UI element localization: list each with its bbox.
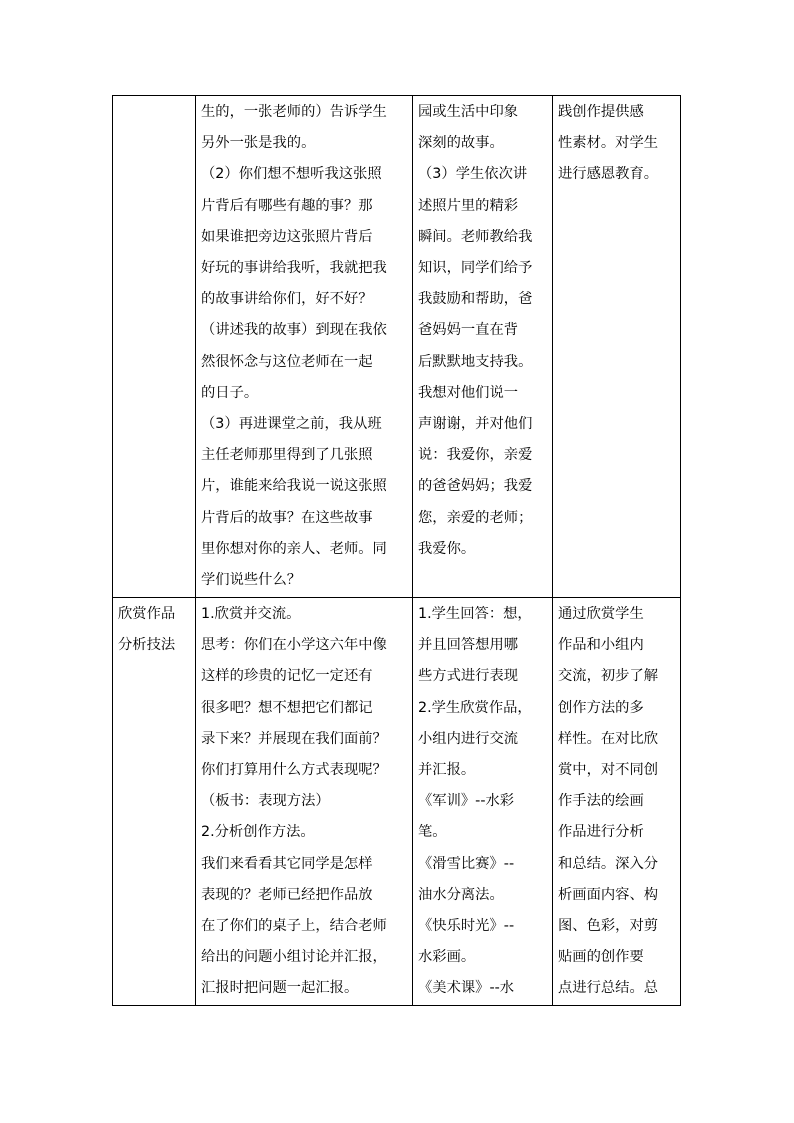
table-row — [113, 96, 681, 598]
text-line: 践创作提供感 — [558, 104, 644, 120]
text-line: 述照片里的精彩 — [418, 197, 519, 214]
text-line: 里你想对你的亲人、老师。同 — [201, 540, 387, 557]
text-line: 《美术课》--水 — [418, 980, 515, 997]
text-line: 给出的问题小组讨论并汇报， — [201, 949, 387, 966]
text-line: 《快乐时光》-- — [418, 918, 515, 935]
text-line: 声谢谢，并对他们 — [418, 416, 533, 433]
text-line: 赏中，对不同创 — [558, 762, 659, 779]
text-line: 些方式进行表现 — [418, 668, 519, 685]
text-line: 表现的？老师已经把作品放 — [201, 886, 373, 903]
text-line: 通过欣赏学生 — [558, 606, 644, 622]
text-line: 油水分离法。 — [418, 886, 504, 903]
text-line: 这样的珍贵的记忆一定还有 — [201, 668, 373, 685]
text-line: 如果谁把旁边这张照片背后 — [201, 228, 373, 245]
design-intent-cell — [553, 598, 681, 1006]
stage-cell — [113, 598, 196, 1006]
text-line: 片背后有哪些有趣的事？那 — [201, 197, 373, 214]
text-line: （讲述我的故事）到现在我依 — [201, 322, 387, 339]
text-line: 贴画的创作要 — [558, 949, 644, 966]
student-activity-cell — [413, 598, 553, 1006]
text-line: （3）学生依次讲 — [418, 166, 528, 183]
text-line: 很多吧？想不想把它们都记 — [201, 699, 373, 716]
text-line: 学们说些什么？ — [201, 572, 302, 589]
text-line: 交流，初步了解 — [558, 668, 659, 685]
text-line: 在了你们的桌子上，结合老师 — [201, 918, 387, 935]
stage-cell — [113, 96, 196, 598]
text-line: 后默默地支持我。 — [418, 353, 533, 370]
student-activity-cell — [413, 96, 553, 598]
text-line: 《军训》--水彩 — [418, 793, 515, 810]
text-line: 2.分析创作方法。 — [201, 824, 315, 841]
text-line: 然很怀念与这位老师在一起 — [201, 353, 373, 370]
text-line: 知识，同学们给予 — [418, 260, 533, 277]
text-line: 笔。 — [418, 824, 447, 841]
text-line: 主任老师那里得到了几张照 — [201, 447, 373, 464]
text-line: 的日子。 — [201, 384, 259, 401]
text-line: 我鼓励和帮助，爸 — [418, 291, 533, 308]
text-line: 录下来？并展现在我们面前？ — [201, 730, 387, 747]
text-line: 样性。在对比欣 — [558, 730, 659, 747]
teacher-activity-cell — [196, 598, 413, 1006]
text-line: 和总结。深入分 — [558, 855, 659, 872]
text-line: 《滑雪比赛》-- — [418, 855, 515, 872]
text-line: 性素材。对学生 — [558, 135, 659, 152]
text-line: 片，谁能来给我说一说这张照 — [201, 478, 387, 495]
text-line: 另外一张是我的。 — [201, 135, 316, 152]
text-line: 分析技法 — [118, 637, 176, 654]
text-line: 我们来看看其它同学是怎样 — [201, 855, 373, 872]
text-line: （板书：表现方法） — [201, 793, 330, 810]
text-line: （2）你们想不想听我这张照 — [201, 166, 382, 183]
text-line: 片背后的故事？在这些故事 — [201, 509, 373, 526]
text-line: 小组内进行交流 — [418, 730, 519, 747]
text-line: 1.欣赏并交流。 — [201, 606, 301, 622]
text-line: 创作方法的多 — [558, 699, 644, 716]
text-line: （3）再进课堂之前，我从班 — [201, 416, 382, 433]
text-line: 并且回答想用哪 — [418, 637, 519, 654]
text-line: 您，亲爱的老师； — [418, 509, 533, 526]
text-line: 1.学生回答：想， — [418, 606, 532, 622]
text-line: 生的，一张老师的）告诉学生 — [201, 104, 387, 120]
text-line: 作手法的绘画 — [558, 793, 644, 810]
text-line: 水彩画。 — [418, 949, 476, 966]
text-line: 汇报时把问题一起汇报。 — [201, 980, 359, 997]
text-line: 说：我爱你，亲爱 — [418, 447, 533, 464]
text-line: 我想对他们说一 — [418, 384, 519, 401]
text-line: 图、色彩，对剪 — [558, 918, 659, 935]
text-line: 作品和小组内 — [558, 637, 644, 654]
text-line: 析画面内容、构 — [558, 886, 659, 903]
text-line: 欣赏作品 — [118, 606, 176, 622]
text-line: 我爱你。 — [418, 540, 476, 557]
text-line: 的爸爸妈妈；我爱 — [418, 478, 533, 495]
text-line: 园或生活中印象 — [418, 104, 519, 120]
text-line: 作品进行分析 — [558, 824, 644, 841]
design-intent-cell — [553, 96, 681, 598]
text-line: 点进行总结。总 — [558, 980, 659, 997]
text-line: 好玩的事讲给我听，我就把我 — [201, 260, 387, 277]
text-line: 你们打算用什么方式表现呢？ — [201, 762, 387, 779]
text-line: 深刻的故事。 — [418, 135, 504, 152]
teacher-activity-cell — [196, 96, 413, 598]
text-line: 进行感恩教育。 — [558, 166, 659, 183]
text-line: 爸妈妈一直在背 — [418, 322, 519, 339]
text-line: 思考：你们在小学这六年中像 — [201, 637, 387, 654]
lesson-plan-table — [112, 95, 681, 1006]
text-line: 的故事讲给你们，好不好？ — [201, 291, 373, 308]
table-row — [113, 598, 681, 1006]
text-line: 并汇报。 — [418, 762, 476, 779]
text-line: 2.学生欣赏作品， — [418, 699, 532, 716]
text-line: 瞬间。老师教给我 — [418, 228, 533, 245]
